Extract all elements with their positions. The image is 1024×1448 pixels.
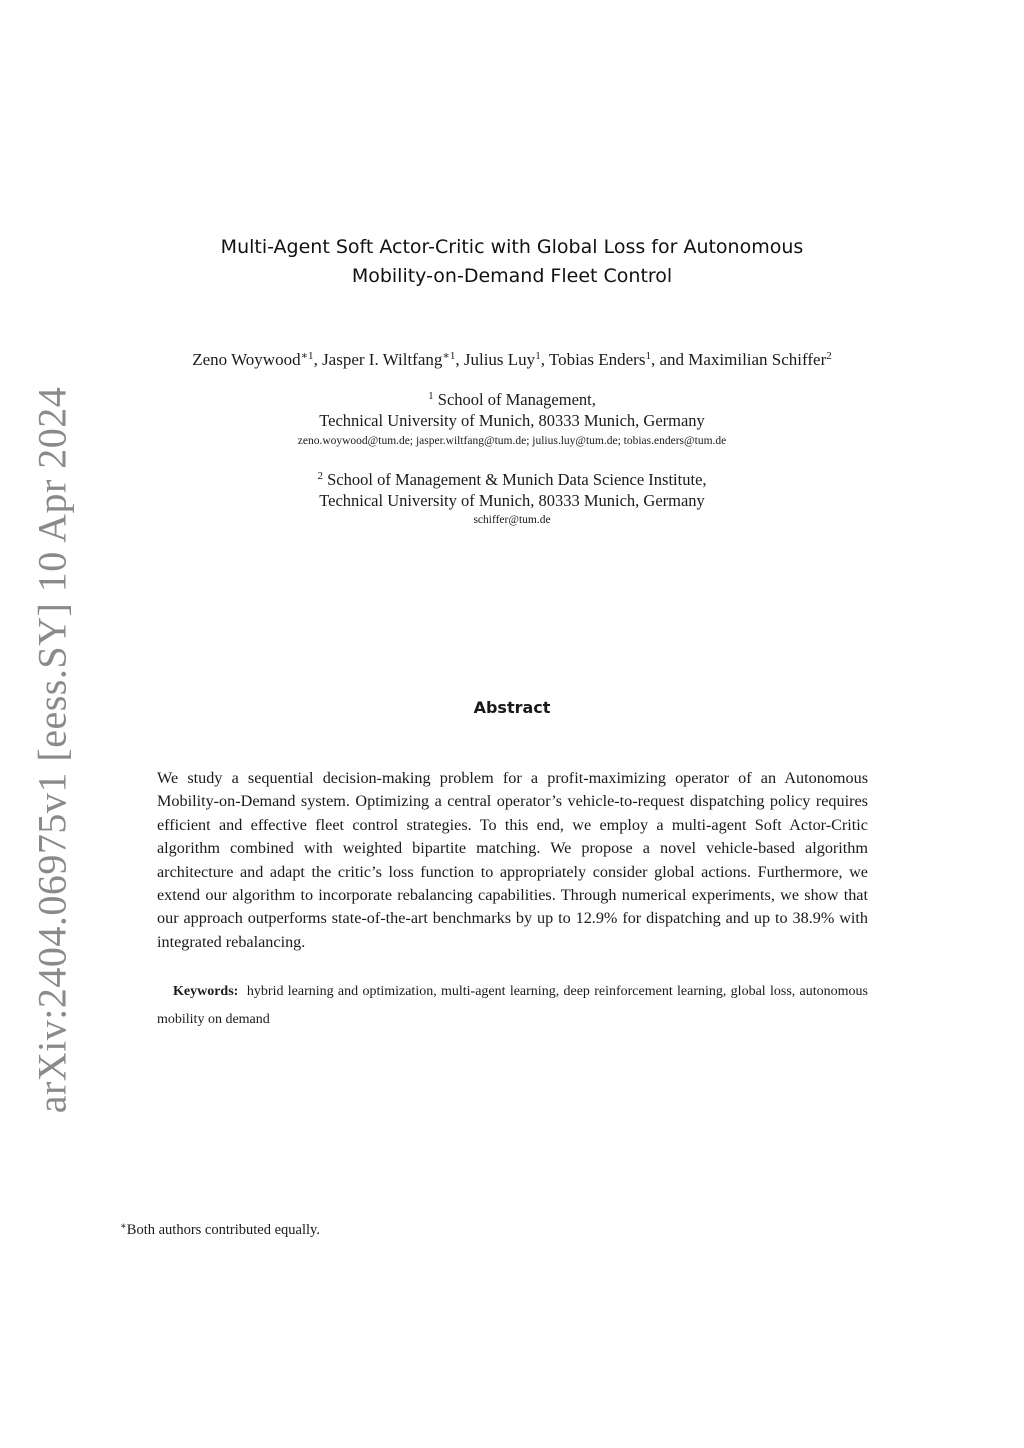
affiliation-text: School of Management & Munich Data Science Institute, — [327, 470, 707, 489]
abstract-heading: Abstract — [473, 698, 551, 717]
author-mark: 1 — [645, 350, 651, 362]
affiliation-1-line-1 — [0, 390, 1024, 410]
paper-title-line-1: Multi-Agent Soft Actor-Critic with Global Loss for Autonomous — [220, 236, 804, 258]
keywords-label: Keywords: — [173, 984, 239, 999]
author-separator: , — [540, 350, 549, 369]
keywords — [157, 978, 868, 1034]
abstract-body: We study a sequential decision-making problem for a profit-maximizing operator of an Autonomous Mobility-on-Demand system. Optimizing a central operator’s vehicle-to-request dispatching policy requires efficient and effective fleet control strategies. To this end, we employ a multi-agent Soft Actor-Critic algorithm combined with weighted bipartite matching. We propose a novel vehicle-based algorithm architecture and adapt the critic’s loss function to appropriately consider global actions. Furthermore, we extend our algorithm to incorporate rebalancing capabilities. Through numerical experiments, we show that our approach outperforms state-of-the-art benchmarks by up to 12.9% for dispatching and up to 38.9% with integrated rebalancing. — [157, 769, 868, 951]
author-list — [0, 350, 1024, 370]
paper-title-line-2: Mobility-on-Demand Fleet Control — [351, 265, 673, 287]
author-separator: , — [455, 350, 464, 369]
author-name: Zeno Woywood — [192, 350, 301, 369]
keywords-text: hybrid learning and optimization, multi-agent learning, deep reinforcement learning, global loss, autonomous mobility on demand — [157, 984, 868, 1027]
footnote-mark: ∗ — [120, 1221, 127, 1232]
affiliation-2-line-2: Technical University of Munich, 80333 Munich, Germany — [319, 491, 705, 510]
affiliation-2-emails: schiffer@tum.de — [473, 514, 551, 526]
author-separator: , and — [650, 350, 689, 369]
affiliation-mark: 2 — [317, 470, 323, 482]
author-mark: 1 — [535, 350, 541, 362]
footnote — [120, 1222, 320, 1239]
author-mark: 2 — [826, 350, 832, 362]
affiliation-mark: 1 — [428, 390, 434, 402]
author-mark: ∗1 — [300, 350, 314, 362]
author-mark: ∗1 — [442, 350, 456, 362]
footnote-text: Both authors contributed equally. — [126, 1222, 320, 1238]
affiliation-text: School of Management, — [437, 390, 596, 409]
author-separator: , — [313, 350, 323, 369]
affiliation-2-line-1 — [0, 470, 1024, 490]
affiliation-1-line-2: Technical University of Munich, 80333 Munich, Germany — [319, 411, 705, 430]
author-name: Jasper I. Wiltfang — [322, 350, 443, 369]
author-name: Tobias Enders — [548, 350, 646, 369]
affiliation-1-emails: zeno.woywood@tum.de; jasper.wiltfang@tum.de; julius.luy@tum.de; tobias.enders@tum.de — [297, 435, 727, 447]
author-name: Maximilian Schiffer — [688, 350, 827, 369]
author-name: Julius Luy — [463, 350, 536, 369]
arxiv-identifier-stamp: arXiv:2404.06975v1 [eess.SY] 10 Apr 2024 — [29, 386, 75, 1114]
